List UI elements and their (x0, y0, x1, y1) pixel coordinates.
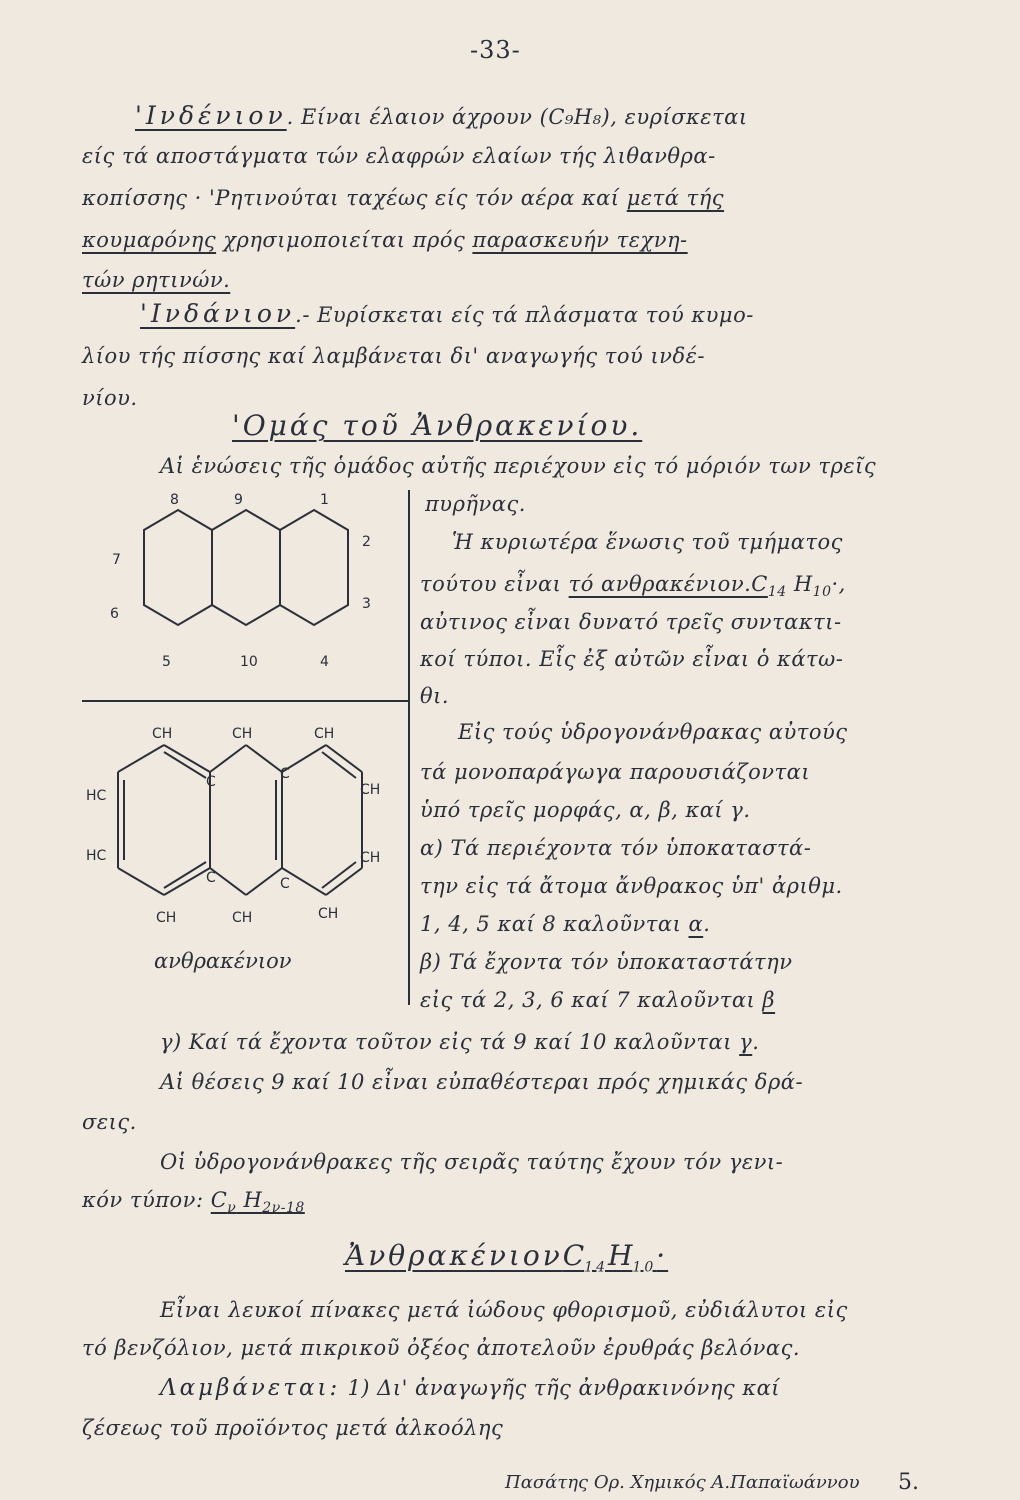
positions-line2: σεις. (82, 1110, 137, 1134)
para2-line2: λίου τής πίσσης καί λαμβάνεται δι' αναγωγής τού ινδέ- (82, 344, 705, 368)
anthracene-group-heading: 'Ομάς τοῦ Ἀνθρακενίου. (232, 409, 643, 442)
skeletal-rings (144, 510, 348, 625)
right-line7: τά μονοπαράγωγα παρουσιάζονται (420, 760, 811, 784)
right-line13: εἰς τά 2, 3, 6 καί 7 καλοῦνται β (420, 988, 776, 1012)
para2-line3: νίου. (82, 386, 138, 410)
pos-7: 7 (112, 552, 121, 568)
anthracene-line1: Εἶναι λευκοί πίνακες μετά ἰώδους φθορισμοῦ, εὐδιάλυτοι εἰς (160, 1298, 848, 1322)
right-line12: β) Τά ἔχοντα τόν ὑποκαταστάτην (420, 950, 793, 974)
para1-line4: κουμαρόνης χρησιμοποιείται πρός παρασκευήν τεχνη- (82, 228, 688, 252)
section1-intro-line1: Αἱ ἑνώσεις τῆς ὁμάδος αὐτῆς περιέχουν εἰς τό μόριόν των τρεῖς (160, 454, 877, 478)
pos-4: 4 (320, 654, 329, 670)
general-formula-line1: Οἱ ὑδρογονάνθρακες τῆς σειρᾶς ταύτης ἔχουν τόν γενι- (160, 1150, 784, 1174)
anthracene-line2: τό βενζόλιον, μετά πικρικοῦ ὀξέος ἀποτελοῦν ἐρυθράς βελόνας. (82, 1336, 801, 1360)
positions-line1: Αἱ θέσεις 9 καί 10 εἶναι εὐπαθέστεραι πρός χημικάς δρά- (160, 1070, 804, 1094)
anthracene-line3: Λαμβάνεται: 1) Δι' ἀναγωγῆς τῆς ἀνθρακινόνης καί (160, 1375, 781, 1401)
right-line9: α) Τά περιέχοντα τόν ὑποκαταστά- (420, 836, 812, 860)
right-line5: θι. (420, 684, 450, 708)
hc-lower-left: HC (86, 848, 107, 864)
right-line8: ὑπό τρεῖς μορφάς, α, β, καί γ. (420, 798, 751, 822)
general-formula: $C_\nu$ $H_{2\nu-18}$ (210, 1188, 305, 1217)
kekule-structure (118, 745, 362, 895)
right-line4: κοί τύποι. Εἷς ἐξ αὐτῶν εἶναι ὁ κάτω- (420, 647, 844, 671)
para1-line2: είς τά αποστάγματα τών ελαφρών ελαίων τής λιθανθρα- (82, 144, 716, 168)
para1-line5: τών ρητινών. (82, 268, 231, 292)
right-line11: 1, 4, 5 καί 8 καλοῦνται α. (420, 912, 711, 936)
ch-top-right: CH (314, 726, 335, 742)
page-number: -33- (470, 36, 521, 64)
right-line3: αὐτινος εἶναι δυνατό τρεῖς συντακτι- (420, 610, 842, 634)
footer-author: Πασάτης Ορ. Χημικός Α.Παπαϊωάννου (505, 1472, 860, 1493)
ch-bottom-mid: CH (232, 910, 253, 926)
c-lower-right: C (280, 876, 290, 892)
ch-bottom-left: CH (156, 910, 177, 926)
right-line2: τούτου εἶναι τό $\alpha\nu\theta\rho\alpha\kappa έ\nu\iota o\nu.C_{14}$ $H_{10}\cdot$, (420, 572, 846, 601)
c-upper-left: C (206, 774, 216, 790)
para1-line3: κοπίσσης · 'Ρητινούται ταχέως είς τόν αέρα καί μετά τής (82, 186, 725, 210)
gamma-line: γ) Καί τά ἔχοντα τοῦτον εἰς τά 9 καί 10 καλοῦνται γ. (160, 1030, 760, 1054)
right-line1: Ἡ κυριωτέρα ἕνωσις τοῦ τμήματος (452, 530, 843, 554)
c-upper-right: C (280, 766, 290, 782)
pos-10: 10 (240, 654, 258, 670)
pos-9: 9 (234, 492, 243, 508)
pos-5: 5 (162, 654, 171, 670)
ch-top-mid: CH (232, 726, 253, 742)
pos-1: 1 (320, 492, 329, 508)
ch-lower-right: CH (360, 850, 381, 866)
right-line10: την εἰς τά ἄτομα ἄνθρακος ὑπ' ἀριθμ. (420, 874, 843, 898)
footer-number: 5. (898, 1470, 919, 1495)
pos-6: 6 (110, 606, 119, 622)
indenion-title: 'Ινδένιον (135, 101, 287, 130)
ch-bottom-right: CH (318, 906, 339, 922)
general-formula-line2: κόν τύπον: $C_\nu$ $H_{2\nu-18}$ (82, 1188, 305, 1217)
indanion-title: 'Ινδάνιον (140, 299, 296, 328)
para1-line1: 'Ινδένιον. Είναι έλαιον άχρουν (C₉H₈), ευρίσκεται (135, 101, 748, 130)
anthracene-structure-diagram (82, 490, 410, 990)
hc-upper-left: HC (86, 788, 107, 804)
pos-3: 3 (362, 596, 371, 612)
pos-2: 2 (362, 534, 371, 550)
anthracene-line4: ζέσεως τοῦ προϊόντος μετά ἀλκοόλης (82, 1416, 504, 1440)
para2-line1: 'Ινδάνιον.- Ευρίσκεται είς τά πλάσματα τού κυμο- (140, 299, 754, 328)
pos-8: 8 (170, 492, 179, 508)
anthracene-heading: $Ἀ\nu\theta\rho\alpha\kappa έ\nu\iota o\nu C_{14}H_{10}\cdot$ (345, 1239, 669, 1276)
c-lower-left: C (206, 870, 216, 886)
section1-intro-line2: πυρῆνας. (425, 492, 526, 516)
ch-upper-right: CH (360, 782, 381, 798)
ch-top-left: CH (152, 726, 173, 742)
diagram-caption: ανθρακένιον (154, 949, 292, 973)
right-line6: Εἰς τούς ὑδρογονάνθρακας αὐτούς (458, 720, 848, 744)
